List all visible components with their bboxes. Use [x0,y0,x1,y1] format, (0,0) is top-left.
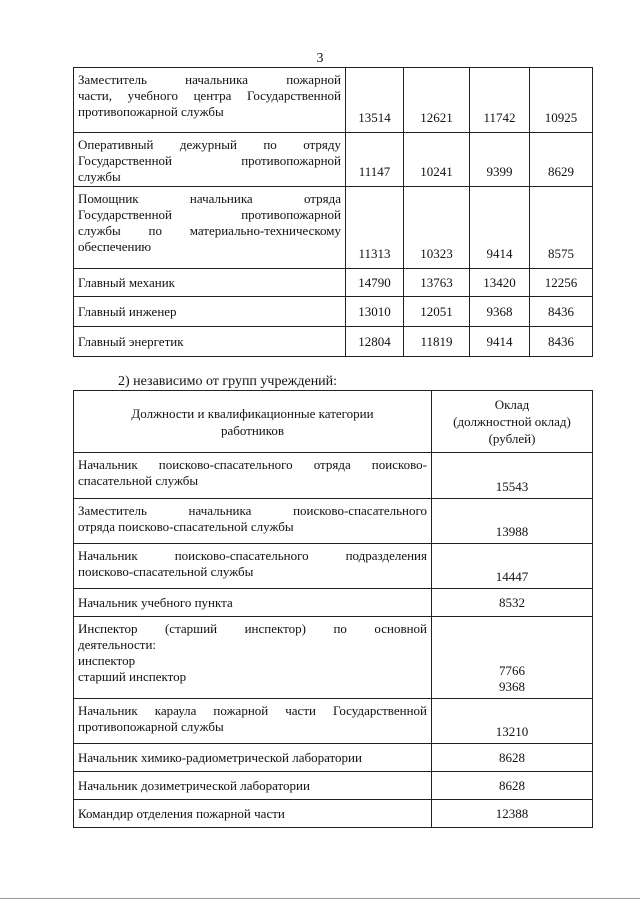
salary-cell: 13420 [470,269,530,297]
salary-value: 8532 [499,594,525,610]
position-cell [74,744,432,772]
table-row [74,133,593,187]
salary-cell: 10241 [404,133,470,187]
salary-value: 14447 [495,569,529,584]
salary-cell: 11819 [404,327,470,357]
salary-cell: 8575 [530,187,593,269]
position-text: Начальник дозиметрической лаборатории [78,777,310,793]
table-row [74,772,593,800]
salary-cell [432,617,593,699]
position-text: Государственной противопожарной [78,153,341,168]
position-cell [74,453,432,499]
position-cell [74,589,432,617]
salary-cell: 9368 [470,297,530,327]
position-text: поисково-спасательной службы [78,564,254,579]
salary-cell [432,589,593,617]
salary-cell: 10925 [530,68,593,133]
table-row [74,453,593,499]
salary-cell: 14790 [346,269,404,297]
salary-cell: 9399 [470,133,530,187]
position-text: Главный инженер [78,303,177,319]
position-text: Главный энергетик [78,333,184,349]
position-text: Начальник поисково-спасательного подразделения [78,548,427,563]
position-text: Заместитель начальника пожарной [78,72,341,87]
position-text: деятельности: [78,637,157,652]
table-row [74,800,593,828]
table-row [74,544,593,589]
table-header-row [74,391,593,453]
position-text: инспектор [78,653,136,668]
salary-cell: 10323 [404,187,470,269]
salary-cell: 11742 [470,68,530,133]
position-text: Начальник химико-радиометрической лаборатории [78,749,362,765]
position-text: отряда поисково-спасательной службы [78,519,294,534]
table-row [74,187,593,269]
position-text: Инспектор (старший инспектор) по основной [78,621,427,636]
salary-value: 12388 [495,805,529,821]
salary-value: 9368 [499,679,525,694]
position-text: Помощник начальника отряда [78,191,341,206]
position-text: Главный механик [78,274,175,290]
position-cell [74,772,432,800]
position-text: Оперативный дежурный по отряду [78,137,341,152]
table-row [74,699,593,744]
table-row [74,269,593,297]
position-text: части, учебного центра Государственной [78,88,341,103]
position-text: обеспечению [78,239,152,254]
salary-cell: 12256 [530,269,593,297]
salary-cell: 8436 [530,327,593,357]
salary-cell [432,699,593,744]
salary-value: 13210 [495,724,529,739]
position-cell [74,327,346,357]
position-cell [74,800,432,828]
subheading: 2) независимо от групп учреждений: [118,374,338,389]
position-text: Начальник учебного пункта [78,594,233,610]
salary-cell: 13763 [404,269,470,297]
salary-cell: 9414 [470,187,530,269]
position-text: службы [78,169,121,184]
header-salary: Оклад (должностной оклад) (рублей) [432,391,593,453]
salary-cell: 8629 [530,133,593,187]
table-row [74,617,593,699]
position-text: Командир отделения пожарной части [78,805,285,821]
salary-table-independent [73,390,593,828]
scan-edge [0,898,640,899]
salary-cell: 12804 [346,327,404,357]
position-cell [74,187,346,269]
position-text: спасательной службы [78,473,199,488]
header-position: Должности и квалификационные категории работников [74,391,432,453]
position-text: противопожарной службы [78,104,224,119]
salary-value: 7766 [499,663,525,678]
table-row [74,589,593,617]
salary-cell: 9414 [470,327,530,357]
position-cell [74,499,432,544]
table-row [74,68,593,133]
salary-cell: 11147 [346,133,404,187]
salary-cell: 8436 [530,297,593,327]
salary-cell: 13514 [346,68,404,133]
table-row [74,499,593,544]
position-cell [74,297,346,327]
position-cell [74,269,346,297]
salary-value: 8628 [499,749,525,765]
salary-cell [432,499,593,544]
table-row [74,327,593,357]
position-text: Начальник караула пожарной части Государственной [78,703,427,718]
salary-cell: 13010 [346,297,404,327]
salary-cell: 12051 [404,297,470,327]
table-row [74,297,593,327]
position-text: старший инспектор [78,669,187,684]
salary-cell [432,772,593,800]
salary-cell [432,744,593,772]
salary-table-by-group [73,67,593,357]
page-number: 3 [316,51,324,66]
position-text: Государственной противопожарной [78,207,341,222]
salary-cell [432,800,593,828]
table-row [74,744,593,772]
salary-cell: 11313 [346,187,404,269]
position-cell [74,68,346,133]
position-text: противопожарной службы [78,719,224,734]
salary-value: 8628 [499,777,525,793]
salary-value: 13988 [495,524,529,539]
position-text: службы по материально-техническому [78,223,341,238]
salary-cell [432,453,593,499]
salary-cell [432,544,593,589]
salary-value: 15543 [495,479,529,494]
salary-cell: 12621 [404,68,470,133]
position-text: Начальник поисково-спасательного отряда поисково- [78,457,427,472]
position-cell [74,133,346,187]
position-cell [74,699,432,744]
position-cell [74,617,432,699]
position-cell [74,544,432,589]
position-text: Заместитель начальника поисково-спасательного [78,503,427,518]
